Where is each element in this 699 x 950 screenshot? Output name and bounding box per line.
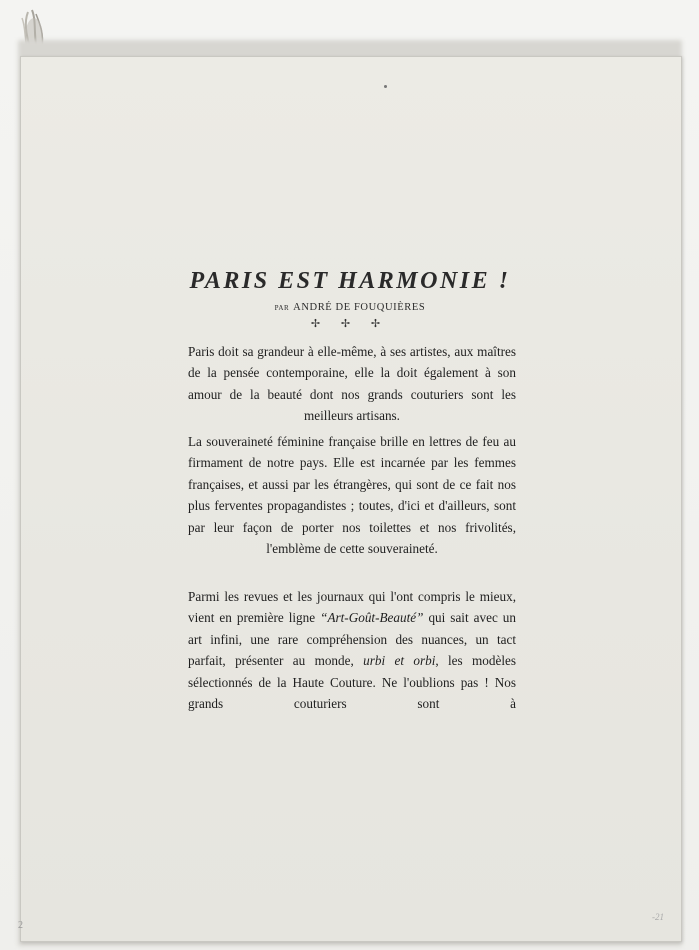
- margin-mark-left: 2: [18, 920, 23, 931]
- article-title: PARIS EST HARMONIE !: [189, 268, 511, 294]
- paragraph-3: [188, 586, 516, 714]
- paragraph-3-text-b: qui sait avec un art infini, une rare compréhension des nuances, un tact parfait, présenter au monde,: [188, 610, 516, 669]
- article-byline: [150, 302, 550, 313]
- paragraph-1: Paris doit sa grandeur à elle-même, à ses artistes, aux maîtres de la pensée contemporaine, elle la doit également à son amour de la beauté dont nos grands couturiers sont les meilleurs artisans.: [188, 344, 516, 424]
- magazine-name: “Art-Goût-Beauté”: [320, 610, 424, 626]
- paragraph-3-text-a: Parmi les revues et les journaux qui l'ont compris le mieux, vient en première ligne: [188, 589, 516, 626]
- author-name: ANDRÉ DE FOUQUIÈRES: [293, 302, 426, 313]
- margin-mark-right: -21: [652, 912, 664, 922]
- paragraph-2: La souveraineté féminine française brille en lettres de feu au firmament de notre pays. Elle est incarnée par les femmes françaises, et aussi par les étrangères, qui sont de ce fait nos plus ferventes propagandistes ; toutes, d'ici et d'ailleurs, sont par leur façon de porter nos toilettes et nos frivolités, l'emblème de cette souveraineté.: [188, 434, 516, 557]
- paper-speck: [384, 85, 387, 88]
- ornament-divider: ✢ ✢ ✢: [310, 318, 390, 330]
- byline-prefix: PAR: [274, 304, 290, 312]
- latin-phrase: urbi et orbi: [363, 653, 436, 669]
- paragraph-3-text-c: , les modèles sélectionnés de la Haute Couture. Ne l'oublions pas ! Nos grands couturiers sont à: [188, 653, 516, 712]
